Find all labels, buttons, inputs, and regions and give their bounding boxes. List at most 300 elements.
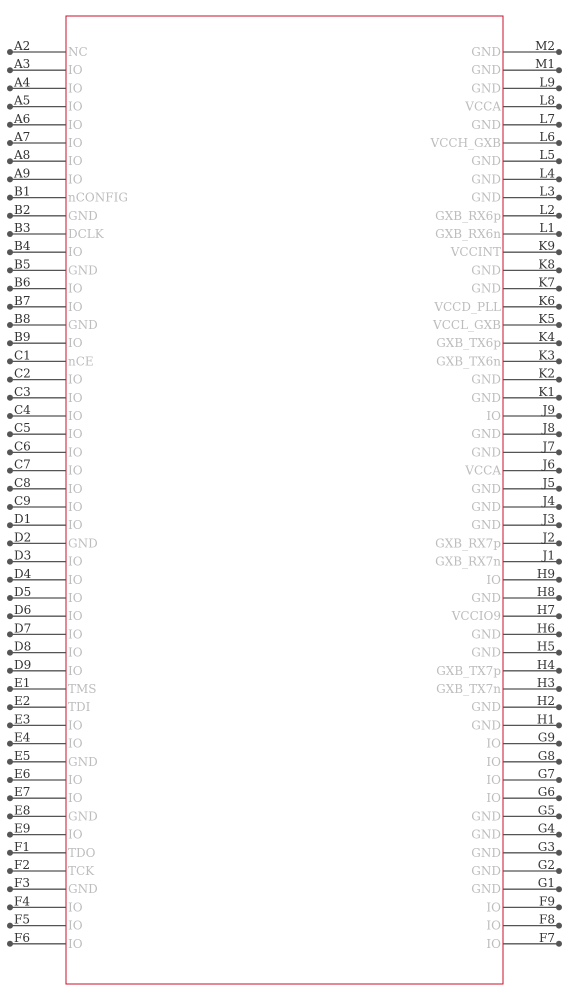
- pin-name: IO: [486, 900, 501, 915]
- pin-number: J9: [542, 403, 555, 417]
- pin-number: G4: [537, 821, 555, 836]
- pin-j2: [435, 530, 562, 550]
- pin-number: L2: [539, 202, 555, 217]
- pin-number: E8: [14, 803, 31, 818]
- pin-b2: [7, 203, 98, 223]
- pin-endpoint-dot: [556, 704, 562, 710]
- pin-g3: [471, 840, 562, 860]
- pin-name: IO: [68, 900, 83, 915]
- pin-k9: [450, 239, 562, 259]
- pin-d8: [7, 640, 83, 660]
- pin-number: F3: [14, 876, 30, 891]
- pin-endpoint-dot: [7, 158, 13, 164]
- pin-endpoint-dot: [7, 249, 13, 255]
- pin-c3: [7, 385, 83, 405]
- pin-number: B8: [14, 312, 31, 326]
- pin-number: C9: [14, 494, 31, 508]
- pin-name: IO: [486, 918, 501, 933]
- pin-name: GXB_RX6n: [435, 227, 501, 241]
- pin-number: H6: [536, 621, 555, 636]
- pin-endpoint-dot: [7, 868, 13, 874]
- pin-endpoint-dot: [7, 613, 13, 619]
- pin-endpoint-dot: [556, 413, 562, 419]
- pin-number: B6: [14, 275, 31, 290]
- pin-name: IO: [68, 918, 83, 933]
- pin-number: C8: [14, 475, 31, 490]
- pin-number: B4: [14, 239, 31, 254]
- pin-g5: [471, 803, 562, 823]
- pin-name: NC: [68, 45, 88, 59]
- pin-name: IO: [486, 791, 501, 806]
- pin-endpoint-dot: [7, 577, 13, 583]
- pin-e2: [7, 694, 91, 714]
- pin-f4: [7, 894, 83, 914]
- pin-name: IO: [68, 645, 83, 660]
- pin-endpoint-dot: [7, 559, 13, 565]
- pin-name: GND: [471, 500, 501, 514]
- pin-endpoint-dot: [556, 631, 562, 637]
- pin-name: IO: [68, 827, 83, 842]
- pin-name: TDO: [68, 845, 96, 860]
- pin-endpoint-dot: [7, 850, 13, 856]
- pin-k3: [436, 348, 562, 368]
- pin-endpoint-dot: [7, 176, 13, 182]
- pin-number: K5: [538, 312, 555, 326]
- pin-number: C4: [14, 403, 31, 417]
- pin-l7: [471, 112, 562, 132]
- pin-number: A7: [14, 130, 31, 144]
- pin-name: GND: [471, 809, 501, 824]
- pin-number: D3: [14, 548, 32, 563]
- pin-number: J5: [542, 475, 555, 490]
- pin-number: C7: [14, 457, 31, 472]
- pin-name: GND: [471, 718, 501, 733]
- pin-name: VCCH_GXB: [430, 136, 501, 150]
- pin-k5: [432, 312, 562, 332]
- pin-number: G7: [537, 767, 555, 781]
- pin-endpoint-dot: [556, 85, 562, 91]
- pin-endpoint-dot: [7, 686, 13, 692]
- pin-g7: [486, 767, 562, 787]
- pin-l8: [464, 94, 562, 114]
- pin-endpoint-dot: [7, 231, 13, 237]
- pin-endpoint-dot: [7, 595, 13, 601]
- pin-l4: [471, 166, 562, 186]
- pin-b9: [7, 330, 83, 350]
- pin-name: GND: [471, 190, 501, 205]
- pin-name: IO: [68, 63, 83, 78]
- pin-name: IO: [68, 481, 83, 496]
- pin-endpoint-dot: [556, 504, 562, 510]
- pin-number: C3: [14, 384, 31, 399]
- pin-name: IO: [68, 736, 83, 751]
- pin-e7: [7, 785, 83, 805]
- pin-number: F5: [14, 912, 30, 927]
- pin-k4: [436, 330, 562, 350]
- pin-e5: [7, 749, 98, 769]
- pin-number: K7: [538, 275, 555, 290]
- pin-endpoint-dot: [7, 104, 13, 110]
- pin-endpoint-dot: [556, 686, 562, 692]
- pin-name: IO: [68, 81, 83, 96]
- pin-name: IO: [68, 172, 83, 187]
- pin-e9: [7, 822, 83, 842]
- pin-endpoint-dot: [7, 522, 13, 528]
- pin-a7: [7, 130, 83, 150]
- pin-endpoint-dot: [7, 286, 13, 292]
- pin-name: IO: [68, 627, 83, 642]
- pin-l1: [435, 221, 562, 241]
- pin-number: J2: [542, 530, 555, 545]
- pin-name: GXB_RX6p: [435, 208, 501, 223]
- pin-endpoint-dot: [556, 449, 562, 455]
- pin-endpoint-dot: [556, 795, 562, 801]
- pin-h5: [471, 640, 562, 660]
- pin-endpoint-dot: [7, 759, 13, 765]
- pin-number: M2: [535, 39, 555, 53]
- component-body: [66, 16, 503, 984]
- pin-name: IO: [486, 409, 501, 423]
- pin-number: K6: [538, 293, 555, 308]
- pin-name: IO: [68, 299, 83, 314]
- pin-j9: [486, 403, 562, 423]
- pin-number: D4: [14, 566, 32, 581]
- pin-k6: [433, 294, 562, 314]
- pin-name: GND: [68, 882, 98, 897]
- pin-endpoint-dot: [7, 85, 13, 91]
- pin-d6: [7, 603, 83, 623]
- pin-number: E7: [14, 785, 31, 800]
- pin-number: F8: [539, 912, 555, 927]
- pin-b8: [7, 312, 98, 332]
- pin-number: J3: [542, 512, 555, 527]
- pin-name: GND: [471, 700, 501, 715]
- pin-endpoint-dot: [556, 431, 562, 437]
- pin-name: DCLK: [68, 227, 104, 241]
- pin-number: G2: [537, 858, 555, 872]
- pin-g8: [486, 749, 562, 769]
- pin-b1: [7, 185, 128, 205]
- pin-f3: [7, 876, 98, 896]
- pin-endpoint-dot: [556, 722, 562, 728]
- pin-number: K9: [538, 239, 555, 254]
- pin-h9: [486, 567, 562, 587]
- pin-name: IO: [68, 572, 83, 587]
- pin-f9: [486, 894, 562, 914]
- pin-name: GND: [471, 45, 501, 59]
- pin-endpoint-dot: [7, 668, 13, 674]
- pin-name: IO: [68, 390, 83, 405]
- pin-number: B5: [14, 257, 31, 272]
- pin-name: GND: [471, 427, 501, 442]
- pin-j8: [471, 421, 562, 441]
- pin-a3: [7, 57, 83, 77]
- pin-number: M1: [535, 57, 555, 72]
- pin-c9: [7, 494, 83, 514]
- pin-endpoint-dot: [556, 886, 562, 892]
- pin-l3: [471, 185, 562, 205]
- pin-endpoint-dot: [7, 322, 13, 328]
- pin-endpoint-dot: [556, 195, 562, 201]
- pin-c6: [7, 439, 83, 459]
- pin-number: G3: [537, 839, 555, 854]
- pin-name: GND: [471, 372, 501, 387]
- pin-endpoint-dot: [556, 468, 562, 474]
- pin-endpoint-dot: [7, 213, 13, 219]
- pin-name: IO: [68, 281, 83, 296]
- pin-number: K1: [538, 384, 555, 399]
- pin-endpoint-dot: [556, 540, 562, 546]
- pin-number: G6: [537, 785, 555, 800]
- pin-endpoint-dot: [556, 267, 562, 273]
- pin-name: GND: [471, 281, 501, 296]
- pin-endpoint-dot: [556, 67, 562, 73]
- pin-name: IO: [68, 154, 83, 169]
- pin-number: L6: [539, 130, 555, 144]
- pin-endpoint-dot: [556, 522, 562, 528]
- pin-m2: [471, 39, 562, 59]
- pin-endpoint-dot: [556, 304, 562, 310]
- pin-number: J7: [542, 439, 555, 454]
- pin-endpoint-dot: [7, 358, 13, 364]
- pin-number: H9: [536, 566, 555, 581]
- pin-number: A2: [14, 39, 31, 53]
- pin-name: IO: [68, 554, 83, 569]
- pin-k2: [471, 367, 562, 387]
- pin-a6: [7, 112, 83, 132]
- pin-number: C5: [14, 421, 31, 436]
- pin-endpoint-dot: [7, 49, 13, 55]
- pin-b7: [7, 294, 83, 314]
- pin-endpoint-dot: [7, 67, 13, 73]
- pin-name: IO: [68, 445, 83, 460]
- pin-endpoint-dot: [7, 504, 13, 510]
- pin-endpoint-dot: [556, 613, 562, 619]
- pin-name: GND: [68, 318, 98, 332]
- pin-name: IO: [68, 773, 83, 787]
- pin-name: IO: [68, 609, 83, 624]
- pin-endpoint-dot: [7, 904, 13, 910]
- pin-name: GND: [471, 864, 501, 878]
- pin-endpoint-dot: [556, 358, 562, 364]
- pin-name: VCCA: [465, 99, 501, 114]
- pin-endpoint-dot: [7, 395, 13, 401]
- pin-name: IO: [68, 372, 83, 387]
- pin-name: IO: [68, 718, 83, 733]
- pin-endpoint-dot: [7, 650, 13, 656]
- pin-number: C1: [14, 348, 31, 363]
- right-pin-group: [430, 39, 562, 951]
- pin-endpoint-dot: [556, 923, 562, 929]
- pin-h4: [436, 658, 562, 678]
- pin-name: GND: [471, 481, 501, 496]
- pin-number: D6: [14, 603, 32, 618]
- pin-endpoint-dot: [556, 941, 562, 947]
- pin-name: IO: [68, 663, 83, 678]
- pin-name: nCE: [68, 354, 94, 369]
- pin-b3: [7, 221, 105, 241]
- pin-number: A5: [14, 93, 31, 108]
- pin-g6: [486, 785, 562, 805]
- pin-number: H2: [536, 694, 555, 709]
- pin-number: L5: [539, 148, 555, 163]
- pin-endpoint-dot: [556, 813, 562, 819]
- pin-endpoint-dot: [556, 741, 562, 747]
- pin-number: J1: [542, 548, 555, 563]
- pin-endpoint-dot: [556, 104, 562, 110]
- pin-l6: [430, 130, 562, 150]
- pin-name: IO: [68, 791, 83, 806]
- pin-name: VCCL_GXB: [433, 318, 501, 332]
- pin-name: GND: [471, 117, 501, 132]
- pin-endpoint-dot: [7, 832, 13, 838]
- pin-g4: [471, 822, 562, 842]
- pin-name: IO: [68, 245, 83, 260]
- pin-f2: [7, 858, 95, 878]
- pin-f1: [7, 840, 96, 860]
- pin-number: E3: [14, 712, 31, 727]
- pin-number: F1: [14, 839, 30, 854]
- pin-h8: [471, 585, 562, 605]
- pin-j1: [435, 549, 562, 569]
- pin-endpoint-dot: [7, 377, 13, 383]
- pin-number: G8: [537, 748, 555, 763]
- pin-endpoint-dot: [7, 540, 13, 546]
- pin-number: A4: [14, 75, 31, 90]
- pin-name: IO: [68, 136, 83, 150]
- pin-number: L7: [539, 111, 555, 126]
- pin-e1: [7, 676, 97, 696]
- pin-name: nCONFIG: [68, 190, 128, 205]
- pin-number: G9: [537, 730, 555, 745]
- pin-m1: [471, 57, 562, 77]
- pin-number: J8: [542, 421, 555, 436]
- pin-number: K3: [538, 348, 555, 363]
- pin-endpoint-dot: [556, 122, 562, 128]
- pin-number: D2: [14, 530, 32, 545]
- pin-name: VCCINT: [450, 245, 501, 260]
- pin-number: E4: [14, 730, 31, 745]
- pin-endpoint-dot: [556, 322, 562, 328]
- pin-d1: [7, 512, 83, 532]
- pin-endpoint-dot: [7, 813, 13, 819]
- pin-endpoint-dot: [556, 904, 562, 910]
- pin-number: L9: [539, 75, 555, 90]
- pin-b4: [7, 239, 83, 259]
- pin-number: H8: [536, 585, 555, 599]
- pin-h3: [436, 676, 562, 696]
- pin-g9: [486, 731, 562, 751]
- pin-number: L4: [539, 166, 555, 181]
- pin-number: B9: [14, 330, 31, 345]
- pin-a5: [7, 94, 83, 114]
- pin-c5: [7, 421, 83, 441]
- pin-number: L1: [539, 221, 555, 235]
- pin-name: GND: [471, 63, 501, 78]
- pin-number: D1: [14, 512, 32, 527]
- pin-endpoint-dot: [7, 941, 13, 947]
- pin-j3: [471, 512, 562, 532]
- pin-number: D7: [14, 621, 32, 636]
- pin-endpoint-dot: [556, 140, 562, 146]
- pin-c2: [7, 367, 83, 387]
- pin-name: GXB_RX7p: [435, 536, 501, 551]
- pin-j6: [464, 458, 562, 478]
- pin-endpoint-dot: [7, 140, 13, 146]
- pin-endpoint-dot: [556, 850, 562, 856]
- pin-number: J4: [542, 494, 555, 508]
- pin-name: IO: [68, 591, 83, 605]
- pin-a9: [7, 166, 83, 186]
- pin-c7: [7, 458, 83, 478]
- pin-number: A9: [14, 166, 31, 181]
- pin-name: GND: [471, 518, 501, 533]
- pin-endpoint-dot: [7, 886, 13, 892]
- pin-name: IO: [68, 409, 83, 423]
- pin-endpoint-dot: [556, 650, 562, 656]
- pin-d7: [7, 621, 83, 641]
- pin-f6: [7, 931, 83, 951]
- pin-g1: [471, 876, 562, 896]
- pin-name: TCK: [68, 864, 95, 878]
- pin-number: H1: [536, 712, 555, 727]
- pin-endpoint-dot: [7, 431, 13, 437]
- pin-name: VCCA: [465, 463, 501, 478]
- pin-endpoint-dot: [7, 741, 13, 747]
- pin-endpoint-dot: [7, 413, 13, 419]
- pin-endpoint-dot: [7, 267, 13, 273]
- pin-name: GND: [471, 627, 501, 642]
- pin-name: IO: [68, 518, 83, 533]
- pin-name: IO: [486, 773, 501, 787]
- pin-endpoint-dot: [7, 704, 13, 710]
- pin-number: H4: [536, 657, 555, 672]
- left-pin-group: [7, 39, 128, 951]
- pin-number: K8: [538, 257, 555, 272]
- pin-number: F4: [14, 894, 30, 909]
- pin-name: TDI: [68, 700, 91, 715]
- pin-name: IO: [68, 117, 83, 132]
- pin-endpoint-dot: [556, 340, 562, 346]
- pin-d3: [7, 549, 83, 569]
- pin-endpoint-dot: [7, 468, 13, 474]
- pin-number: D9: [14, 657, 32, 672]
- pin-number: L8: [539, 93, 555, 108]
- pin-h6: [471, 621, 562, 641]
- pin-number: E9: [14, 821, 31, 836]
- pin-name: IO: [486, 936, 501, 951]
- pin-endpoint-dot: [7, 923, 13, 929]
- pin-endpoint-dot: [556, 49, 562, 55]
- pin-name: GND: [471, 645, 501, 660]
- pin-name: GND: [471, 154, 501, 169]
- pin-k7: [471, 276, 562, 296]
- pin-name: GND: [471, 81, 501, 96]
- pin-l9: [471, 75, 562, 95]
- pin-j5: [471, 476, 562, 496]
- pin-d9: [7, 658, 83, 678]
- pin-number: E6: [14, 767, 31, 781]
- pin-a8: [7, 148, 83, 168]
- pin-name: IO: [486, 736, 501, 751]
- pin-number: F7: [539, 930, 555, 945]
- pin-name: GXB_TX7p: [436, 663, 501, 678]
- pin-name: VCCIO9: [451, 609, 501, 624]
- pin-name: GND: [471, 591, 501, 605]
- pin-name: IO: [486, 572, 501, 587]
- pin-number: E5: [14, 748, 31, 763]
- pin-name: GND: [471, 882, 501, 897]
